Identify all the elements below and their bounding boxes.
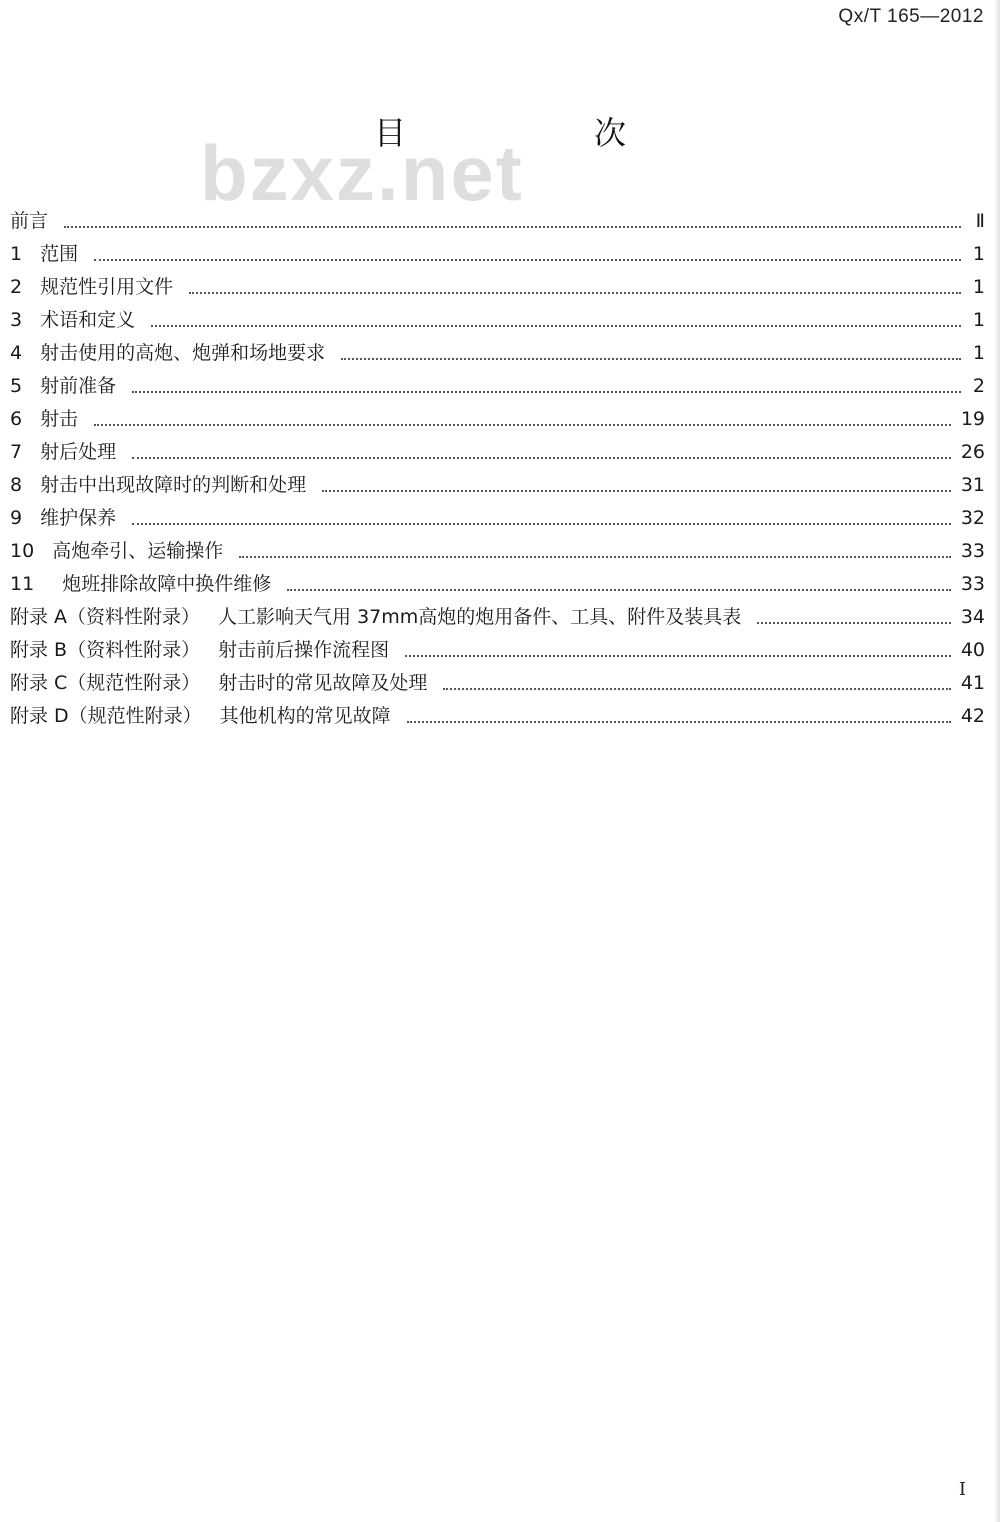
dot-leader [132,391,961,393]
page-number: I [958,1479,966,1500]
toc-entry-page: 31 [960,474,985,496]
dot-leader [132,523,951,525]
toc-entry-page: 32 [960,507,985,529]
toc-entry-appendix-a[interactable] [10,601,985,634]
dot-leader [341,358,961,360]
toc-entry-page: 1 [972,342,985,364]
toc-entry-title: 前言 [10,210,49,232]
toc-entry-number: 7 [10,441,23,463]
toc-entry-number: 2 [10,276,23,298]
toc-entry-page: 19 [960,408,985,430]
watermark: bzxz.net [200,129,524,217]
dot-leader [443,688,950,690]
dot-leader [322,490,951,492]
toc-entry-appendix-d[interactable] [10,700,985,733]
toc-entry-title: 炮班排除故障中换件维修 [62,573,272,595]
toc-entry-title: 其他机构的常见故障 [219,705,391,727]
toc-entry-page: 42 [960,705,985,727]
toc-entry-title: 射击中出现故障时的判断和处理 [40,474,307,496]
toc-entry-9[interactable] [10,502,985,535]
dot-leader [239,556,951,558]
toc-entry-4[interactable] [10,337,985,370]
toc-entry-number: 9 [10,507,23,529]
toc-entry-title: 射前准备 [40,375,117,397]
dot-leader [94,259,961,261]
toc-entry-title: 维护保养 [40,507,117,529]
toc-entry-2[interactable] [10,271,985,304]
toc-entry-number: 5 [10,375,23,397]
dot-leader [189,292,961,294]
toc-entry-7[interactable] [10,436,985,469]
toc-entry-title: 范围 [40,243,79,265]
toc-entry-3[interactable] [10,304,985,337]
toc-entry-title: 射后处理 [40,441,117,463]
toc-entry-page: 1 [972,276,985,298]
toc-entry-5[interactable] [10,370,985,403]
toc-entry-number: 附录 C（规范性附录） [10,672,201,694]
toc-entry-number: 附录 B（资料性附录） [10,639,201,661]
dot-leader [407,721,951,723]
toc-title: 目 次 [373,114,704,152]
toc-entry-page: 2 [972,375,985,397]
toc-entry-number: 附录 A（资料性附录） [10,606,201,628]
toc-entry-page: 33 [960,540,985,562]
dot-leader [287,589,951,591]
dot-leader [132,457,951,459]
toc-entry-number: 4 [10,342,23,364]
dot-leader [94,424,951,426]
toc-entry-page: 33 [960,573,985,595]
dot-leader [151,325,961,327]
toc-entry-6[interactable] [10,403,985,436]
toc-entry-title: 射击 [40,408,79,430]
dot-leader [757,622,951,624]
toc-entry-appendix-c[interactable] [10,667,985,700]
toc-entry-appendix-b[interactable] [10,634,985,667]
toc-entry-page: 1 [972,309,985,331]
toc-entry-title: 射击使用的高炮、炮弹和场地要求 [40,342,326,364]
toc-entry-title: 射击前后操作流程图 [218,639,390,661]
toc-entry-10[interactable] [10,535,985,568]
toc-entry-page: 41 [960,672,985,694]
toc-entry-number: 10 [10,540,35,562]
toc-entry-page: Ⅱ [975,210,985,232]
toc-entry-title: 术语和定义 [40,309,136,331]
toc-entry-8[interactable] [10,469,985,502]
table-of-contents [10,205,985,733]
toc-entry-number: 6 [10,408,23,430]
dot-leader [64,226,961,228]
toc-entry-page: 34 [960,606,985,628]
toc-entry-preface[interactable] [10,205,985,238]
toc-entry-number: 1 [10,243,23,265]
toc-entry-number: 11 [10,573,35,595]
toc-entry-number: 3 [10,309,23,331]
toc-entry-title: 人工影响天气用 37mm高炮的炮用备件、工具、附件及装具表 [218,606,742,628]
toc-entry-page: 26 [960,441,985,463]
toc-entry-1[interactable] [10,238,985,271]
toc-entry-page: 1 [972,243,985,265]
toc-entry-title: 射击时的常见故障及处理 [218,672,428,694]
toc-entry-title: 高炮牵引、运输操作 [52,540,224,562]
toc-entry-11[interactable] [10,568,985,601]
standard-code: Qx/T 165—2012 [838,6,984,27]
toc-entry-number: 附录 D（规范性附录） [10,705,202,727]
page-edge-shadow [994,0,1000,1522]
toc-entry-title: 规范性引用文件 [40,276,174,298]
toc-entry-number: 8 [10,474,23,496]
toc-entry-page: 40 [960,639,985,661]
dot-leader [405,655,951,657]
